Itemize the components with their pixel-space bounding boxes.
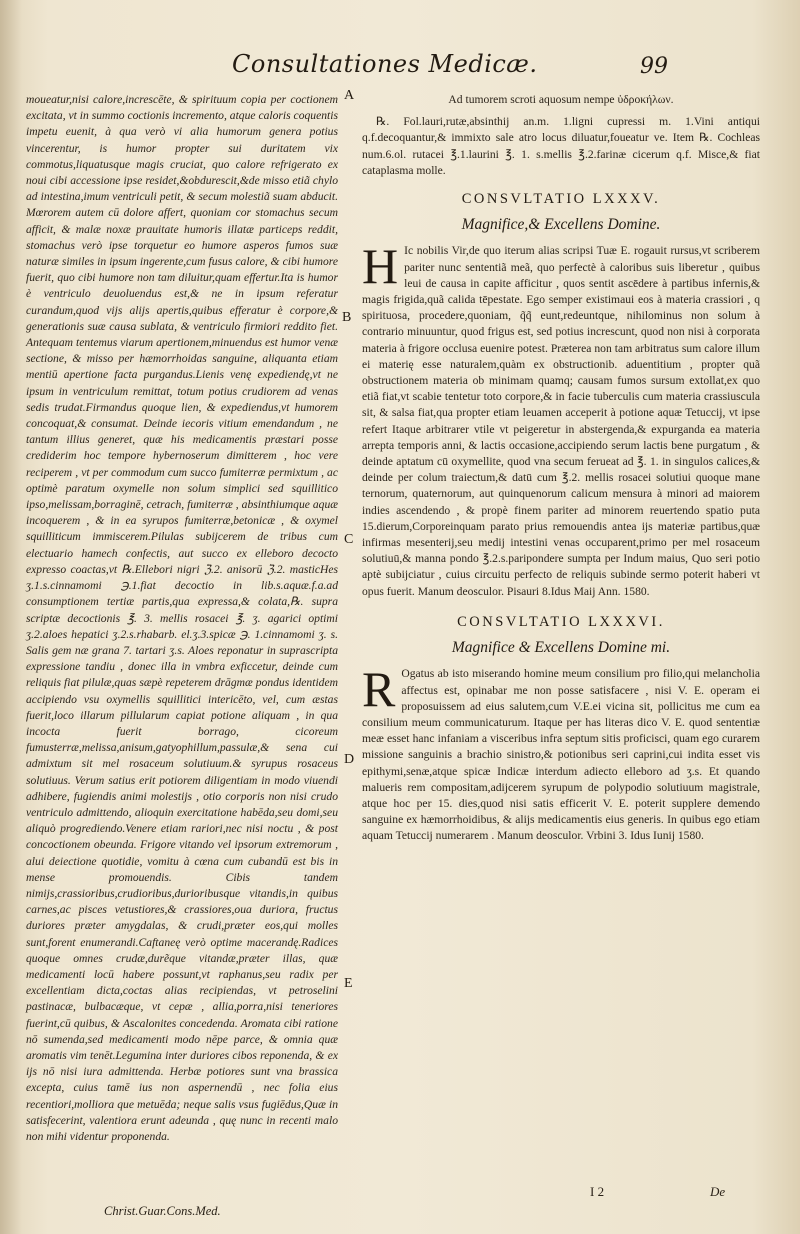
consultation-86-body <box>362 661 760 844</box>
running-title: Consultationes Medicæ. <box>232 50 538 78</box>
margin-letter-e: E <box>344 976 353 991</box>
right-column <box>362 92 760 845</box>
consultation-85-salutation: Magnifice,& Excellens Domine. <box>461 216 661 234</box>
dropcap-h: H <box>362 238 399 295</box>
intro-line: Ad tumorem scroti aquosum nempe ὑδροκήλων. <box>448 93 674 106</box>
page-header <box>0 46 800 86</box>
margin-letter-a: A <box>344 88 355 103</box>
consultation-85-body <box>362 238 760 599</box>
margin-letter-b: B <box>342 310 352 325</box>
consultation-86-salutation: Magnifice & Excellens Domine mi. <box>451 639 671 657</box>
spine-shadow <box>0 0 22 1234</box>
footer-signature: Christ.Guar.Cons.Med. <box>104 1204 221 1218</box>
dropcap-r: R <box>362 661 396 718</box>
page-number: 99 <box>640 54 668 79</box>
signature-mark: I 2 <box>590 1184 605 1199</box>
consultation-85-text: Ic nobilis Vir,de quo iterum alias scripsi Tuæ E. rogauit rursus,vt scriberem pariter nunc sententiã meã, quo perfectè à caloribus suis liberetur , quibus leui de causa in capite afficitur , quos sentit ascēdere à partibus infernis,& magis frigida,quã calida tēpestate. Ego semper existimaui eos à materia crassiori , q spirituosa, procedere,quoniam, q̃q̃ eunt,redeuntque, nihilominus non solum à contrario minuuntur, quod frigus est, sed potius increscunt, quod non nisi à corporata materia à frigore occlusa euenire potest. Præterea non tam arbitratus sum calore illum ei materię esse naturalem,quàm ex obstructionib. aduentitium , propter quã obstructionem materia ob minimam quamq; causam fumos sursum extollat,ex quo etiã fiat,vt scabie tentetur toto corpore,& in facie tuberculis cum materia crassiuscula sit, & salsa fiat,qua propter etiam leuamen acceperit à potione aquæ Tetuccij, vt ipse refert Itaque arbitrarer vtile vt peigeretur in abstergenda,& expurganda ea materia arrepta temporis anni, & lactis occasione,accipiendo serum lactis bene purgatum , & deinde aptatum cū oxymellite, quod vna secum ferueat ad ℥. 1. in singulos calices,& deinde per colum traiectum,& datū cum ℥.2. mellis rosacei solutiui quoque mane ternorum, quaternorum, aut quinquenorum calicum mensura à minori ad maiorem indies ascendendo , & propè finem pariter ad minorem reuertendo spatio puta 15.dierum,Corporeinquam parato prius remouendis antea ijs materiæ partibus,quæ infirmas mesenterij,seu medij intestini venas occuparent,primo per mel rosaceum solutiuū,& manna pondo ℥.2.s.paripondere sumpta per Indum maius, Quo seri potio aptè subijciatur , cuius circuitu perfecto de reliquis subinde sermo poterit haberi vt opus fuerit. Manum deosculor. Pisauri 8.Idus Maij Ann. 1580. <box>362 244 760 598</box>
catchword: De <box>710 1184 726 1199</box>
left-column <box>26 92 338 1145</box>
consultation-85-title: CONSVLTATIO LXXXV. <box>461 191 661 208</box>
margin-letter-c: C <box>344 532 354 547</box>
consultation-86-text: Ogatus ab isto miserando homine meum consilium pro filio,qui melancholia affectus est, opinabar me non posse satisfacere , nisi V. E. operam ei proposuissem ad eius salutem,cum V.E.ei vicina sit, pollicitus me cum ea consilium meum communicaturum. Itaque per has literas dico V. E. quod sententiæ meæ esset hanc infaniam a visceribus infra septum sitis proficisci, quam ego curarem missione sanguinis a brachio sinistro,& potionibus seri caprini,cui indita esset vis epithymi,senæ,atque spicæ Indicæ interdum adiecto elleboro ad ʒ.s. Et quando malueris rem compositam,adijcerem syrupum de polypodio solutiuum magistrale, atque hoc per 15. dies,quod nisi satis efficerit V. E. poterit supplere demendo sanguine ex hæmorrhoidibus, & alijs medicamentis eius generis. In quibus ego etiam aquam Tetuccij numerarem . Manum deosculor. Vrbini 3. Idus Iunij 1580. <box>362 667 760 843</box>
margin-letter-d: D <box>344 752 355 767</box>
recipe-text: ℞. Fol.lauri,rutæ,absinthij an.m. 1.ligni cupressi m. 1.Vini antiqui q.f.decoquantur,& immixto sale atro locus diluatur,foueatur ve. Item ℞. Cochleas num.6.ol. rutacei ℥.1.laurini ℥. 1. s.mellis ℥.2.farinæ cicerum q.f. Misce,& fiat cataplasma molle. <box>362 115 760 177</box>
consultation-86-title: CONSVLTATIO LXXXVI. <box>457 613 665 630</box>
left-column-text: moueatur,nisi calore,increscēte, & spirituum copia per coctionem excitata, vt in summo coctionis incremento, atque caloris coquentis impetu euenit, à qua verò vi alia humorum genera potius vincerentur, is humor propter sui duritatem vix commotus,liquatusque magis cruciat, quo calore refrigerato ex noui cibi accessione ipse residet,&obdurescit,&de misso etiã chylo ad intestina,imum ventriculi petit, & secum molestiã suam abducit. Mœrorem autem cū dolore affert, quoniam cor stomachus secum afficit, & malæ noxæ prauitate humoris illatæ particeps reddit, stomachus verò ipse torquetur eo humore asperos fumos suæ naturæ similes in ipsum ingerente,cum fusus calore, & cibi humore fuerit, quo cibi humore non tam diluitur,quam effertur.Ita is humor è ventriculo deuoluendus est,& ne in ipsum referatur curandum,quod vijs alijs apertis,quibus efferatur è corpore,& generationis suæ causa sublata, & ventriculo firmiori reddito fiet. Antequam tentemus viarum apertionem,minuendus est humor venæ sectione, & misso per hæmorrhoidas sanguine, aliquanta etiam mentiū apertione facta purgandus.Lienis venę expediendę,vt ne ipsum in ventriculum remittat, totum potius crudiorem ad venas sedis trudat.Firmandus quoque lien, & expediendus,vt humorem concoquat,& consumat. Deinde iecoris vitium emendandum , ne tantum illius generet, quæ his medicamentis præstari posse crediderim hoc tempore hybernoserum dimitterem , hoc vere reciperem , vt per commodum cum succo fumiterræ permixtum , ac optimè paratum oxymelle non solum simplici sed squillitico ipso,melissam,borraginē, cetrach, fumiterræ , absinthiumque aquæ incoquerem , & in ea syrupos fumiterræ,betonicæ , & oxymel squilliticum immiscerem.Pilulas subijcerem de tribus cum electuario hamech confectis, aut succo ex elleboro decocto expresso coactas,vt ℞.Ellebori nigri ℨ.2. anisorū ℨ.2. masticHes ʒ.1.s.cinnamomi ℈.1.fiat decoctio in lib.s.aquæ.f.a.ad consumptionem tertiæ partis,qua expressa,& colata,℞. supra scriptæ decoctionis ℥. 3. mellis rosacei ℥. ʒ. agarici optimi ʒ.2.aloes hepatici ʒ.2.s.rhabarb. el.ʒ.3.spicæ ℈. 1.cinnamomi ʒ. s. Salis gem næ grana 7. tartari ʒ.s. Aloes reponatur in suprascripta expressione tandiu , donec illa in vmbra exficcetur, deinde cum reliquis fiat pilulæ,quas sæpè repeterem drāgmæ pondus identidem accipiendo vsu oxymellis squillitici intericēto, vel, cum æstas fuerit,loco illarum pillularum capiat potione aliquam , in qua incocta fuerit borrago, cicoreum fumusterræ,melissa,anisum,gatyophillum,passulæ,& sena cui admixtum sit mel rosaceum solutiuum.& syrupus rosaceus solutiuus. Verum satius erit potiorem diligentiam in modo viuendi adhibere, fugiendis animi molestijs , otio corporis non nisi crudo ventriculo admittendo, alioquin exercitatione habēda,seu domi,seu aliquò progrediendo.Venere etiam rariori,nec nisi noctu , & post concoctionem obeunda. Frigore vitando vel ipsorum extremorum , alui deiectione quotidie, vomitu à cœna cum cubandū est bis in mense promouendis. Cibis tandem nimijs,crassioribus,crudioribus,durioribusque vitandis,in quibus carnes,ac pisces vetustiores,& crassiores,oua duriora, fructus duriores præter amygdalas, & crudi,præter eos,qui molles sunt,forent enumerandi.Caftaneę verò optime macerandę.Radices quoque omnes crudæ,durẽque vitandæ,præter illas, quæ medicamenti locū habere possunt,vt raphanus,seu radix per excellentiam dicta,coctas alias recipiendas, vt petroselini pastinacæ, bulbacæque, vt cepæ , allia,porra,nisi teneriores fuerint,cū quibus, & Ascalonites concedenda. Aromata cibi ratione nō sumenda,sed medicamenti modo nēpe parce, & omnia quæ aromatis vim tenēt.Legumina inter duriores cibos reponenda, & ex ijs nō nisi iura admittenda. Herbæ potiores sunt vna brassica excepta, cuius tamē ius non aspernendū , nec folia eius recentiori,molliora que metuēda; neque salis vsus fugiēdus,Quæ in satisfecerint, valentiora erunt adeunda , quę nunc in recenti malo non mihi videntur proponenda. <box>26 93 338 1143</box>
